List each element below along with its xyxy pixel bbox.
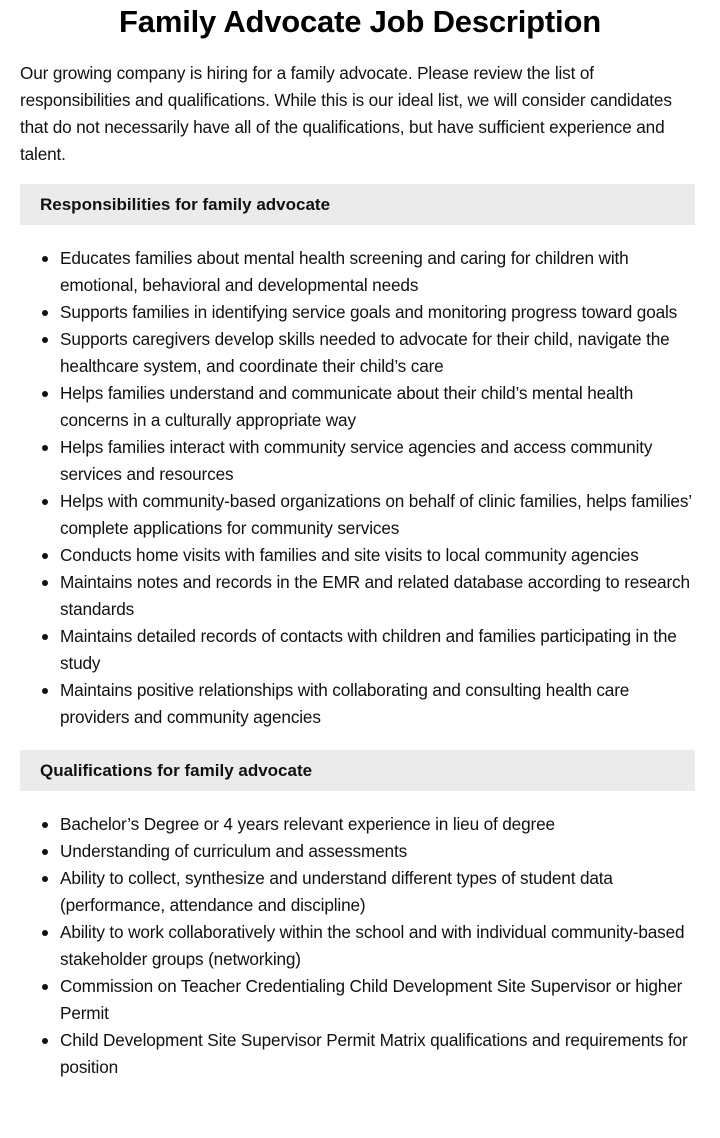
list-item-text: Understanding of curriculum and assessments (60, 841, 408, 861)
list-item (60, 299, 700, 326)
bullet-icon (42, 380, 48, 407)
list-item (60, 326, 700, 380)
qualifications-heading (20, 750, 695, 791)
list-item-text: Maintains detailed records of contacts with children and families participating in the study (60, 626, 677, 673)
list-item (60, 677, 700, 731)
responsibilities-heading (20, 184, 695, 225)
list-item (60, 488, 700, 542)
list-item-text: Commission on Teacher Credentialing Child Development Site Supervisor or higher Permit (60, 976, 683, 1023)
list-item-text: Educates families about mental health screening and caring for children with emotional, behavioral and developmental needs (60, 248, 629, 295)
qualifications-list (20, 811, 700, 1081)
bullet-icon (42, 245, 48, 272)
page-title: Family Advocate Job Description (119, 4, 601, 39)
list-item-text: Helps with community-based organizations on behalf of clinic families, helps families’ complete applications for community services (60, 491, 692, 538)
list-item-text: Supports families in identifying service goals and monitoring progress toward goals (60, 302, 678, 322)
list-item-text: Helps families interact with community service agencies and access community services and resources (60, 437, 653, 484)
list-item (60, 919, 700, 973)
qualifications-heading-text: Qualifications for family advocate (40, 760, 313, 780)
bullet-icon (42, 811, 48, 838)
bullet-icon (42, 973, 48, 1000)
list-item (60, 973, 700, 1027)
responsibilities-heading-text: Responsibilities for family advocate (40, 194, 331, 214)
bullet-icon (42, 919, 48, 946)
bullet-icon (42, 865, 48, 892)
list-item (60, 811, 700, 838)
list-item-text: Bachelor’s Degree or 4 years relevant experience in lieu of degree (60, 814, 555, 834)
list-item-text: Maintains positive relationships with collaborating and consulting health care providers and community agencies (60, 680, 630, 727)
list-item-text: Child Development Site Supervisor Permit Matrix qualifications and requirements for position (60, 1030, 688, 1077)
bullet-icon (42, 326, 48, 353)
list-item (60, 434, 700, 488)
list-item-text: Helps families understand and communicate about their child’s mental health concerns in a culturally appropriate way (60, 383, 634, 430)
bullet-icon (42, 488, 48, 515)
bullet-icon (42, 1027, 48, 1054)
list-item (60, 380, 700, 434)
intro-paragraph: Our growing company is hiring for a family advocate. Please review the list of responsibilities and qualifications. While this is our ideal list, we will consider candidates that do not necessarily have all of the qualifications, but have sufficient experience and talent. (20, 63, 672, 164)
list-item (60, 838, 700, 865)
bullet-icon (42, 299, 48, 326)
bullet-icon (42, 677, 48, 704)
bullet-icon (42, 434, 48, 461)
list-item-text: Ability to work collaboratively within the school and with individual community-based stakeholder groups (networking) (60, 922, 685, 969)
list-item-text: Supports caregivers develop skills needed to advocate for their child, navigate the healthcare system, and coordinate their child’s care (60, 329, 670, 376)
list-item (60, 245, 700, 299)
list-item-text: Maintains notes and records in the EMR and related database according to research standards (60, 572, 690, 619)
list-item (60, 569, 700, 623)
list-item-text: Conducts home visits with families and site visits to local community agencies (60, 545, 639, 565)
bullet-icon (42, 623, 48, 650)
bullet-icon (42, 569, 48, 596)
list-item (60, 542, 700, 569)
responsibilities-list (20, 245, 700, 731)
bullet-icon (42, 542, 48, 569)
list-item-text: Ability to collect, synthesize and understand different types of student data (performance, attendance and discipline) (60, 868, 613, 915)
list-item (60, 1027, 700, 1081)
list-item (60, 865, 700, 919)
list-item (60, 623, 700, 677)
bullet-icon (42, 838, 48, 865)
